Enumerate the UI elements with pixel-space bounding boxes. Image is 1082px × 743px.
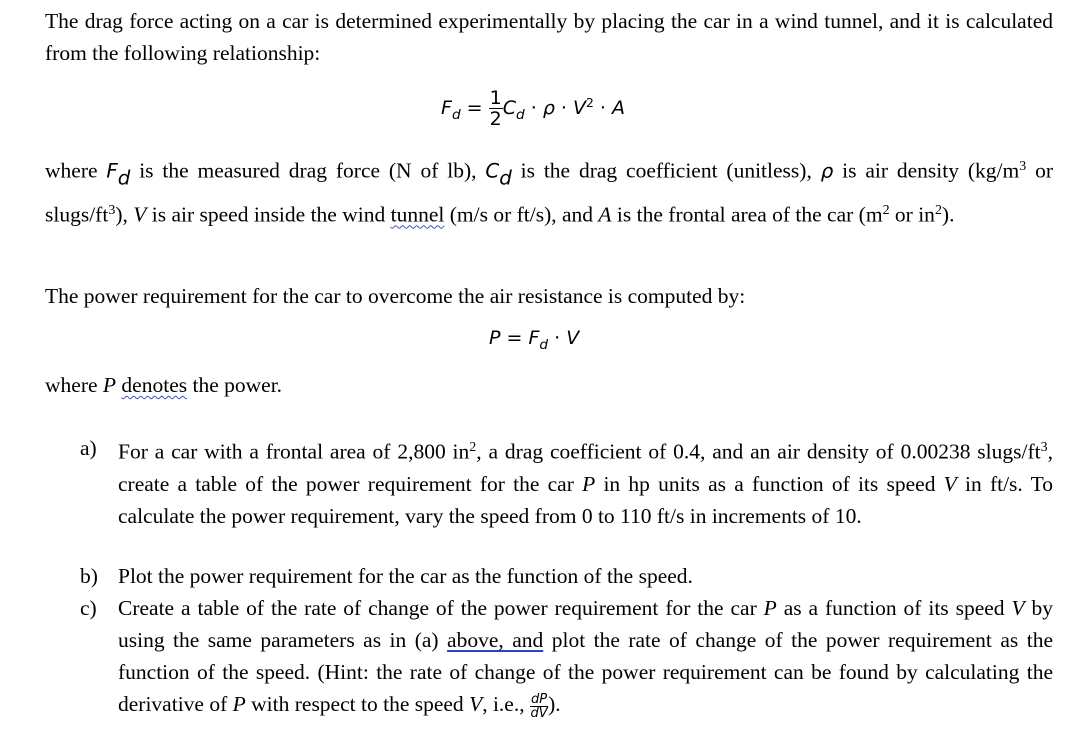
list-label-b: b) <box>80 564 98 588</box>
list-body-a: For a car with a frontal area of 2,800 $in^2$, a drag coefficient of 0.4, and an air density of 0.00238 slugs/$ft^3$, create a table of the power requirement for the car P in hp units as a function of its speed V in ft/s. To calculate the power requirement, vary the speed from 0 to 110 ft/s in increments of 10. <box>118 439 1053 528</box>
intro-paragraph <box>45 5 1053 69</box>
eq1-c: C <box>502 97 517 119</box>
derivative-fraction: $\frac{dP}{dV}$ <box>530 691 548 721</box>
eq1-lhs: F <box>441 97 452 119</box>
spellcheck-denotes: denotes <box>121 373 188 397</box>
eq1-equals: = <box>466 97 483 119</box>
spellcheck-tunnel: tunnel <box>390 202 445 227</box>
list-item-a <box>80 432 1053 532</box>
eq1-rho: ρ <box>542 97 555 119</box>
where-power-paragraph: where P denotes the power. <box>45 373 283 397</box>
eq1-fraction: $\frac{1}{2}$ <box>489 87 502 130</box>
list-label-a: a) <box>80 436 97 460</box>
eq1-lhs-sub: d <box>451 106 461 123</box>
list-body-c: Create a table of the rate of change of the power requirement for the car P as a function of its speed V by using the same parameters as in (a) above, and plot the rate of change of the power requirement as the function of the speed. (Hint: the rate of change of the power requirement can be found by calculating the derivative of P with respect to the speed V, i.e., $\frac{dP}{dV}$). <box>118 596 1054 721</box>
drag-force-equation: $F_d$ = $\frac{1}{2}$ $C_d \cdot \rho \cdot V^2 \cdot A$ <box>441 87 625 130</box>
eq1-a: A <box>612 97 625 119</box>
list-body-b: Plot the power requirement for the car as the function of the speed. <box>118 564 693 588</box>
power-equation: $P = F_d \cdot V$ <box>489 327 580 353</box>
list-item-c <box>80 592 1053 720</box>
intro-text: The drag force acting on a car is determined experimentally by placing the car in a wind tunnel, and it is calculated from the following relationship: <box>45 9 1053 65</box>
list-item-b <box>80 560 1053 592</box>
list-label-c: c) <box>80 596 97 620</box>
grammar-underline-above-and: above, and <box>447 628 544 652</box>
where-definitions-paragraph: where Fd is the measured drag force (N of lb), Cd is the drag coefficient (unitless), ρ is air density ($kg/m^3$ or slugs/$ft^3$), V is air speed inside the wind tunnel (m/s or ft/s), and A is the frontal area of the car ($m^2$ or $in^2$). <box>45 158 1053 227</box>
power-intro-paragraph: The power requirement for the car to overcome the air resistance is computed by: <box>45 284 746 308</box>
eq1-v: V <box>573 97 587 119</box>
